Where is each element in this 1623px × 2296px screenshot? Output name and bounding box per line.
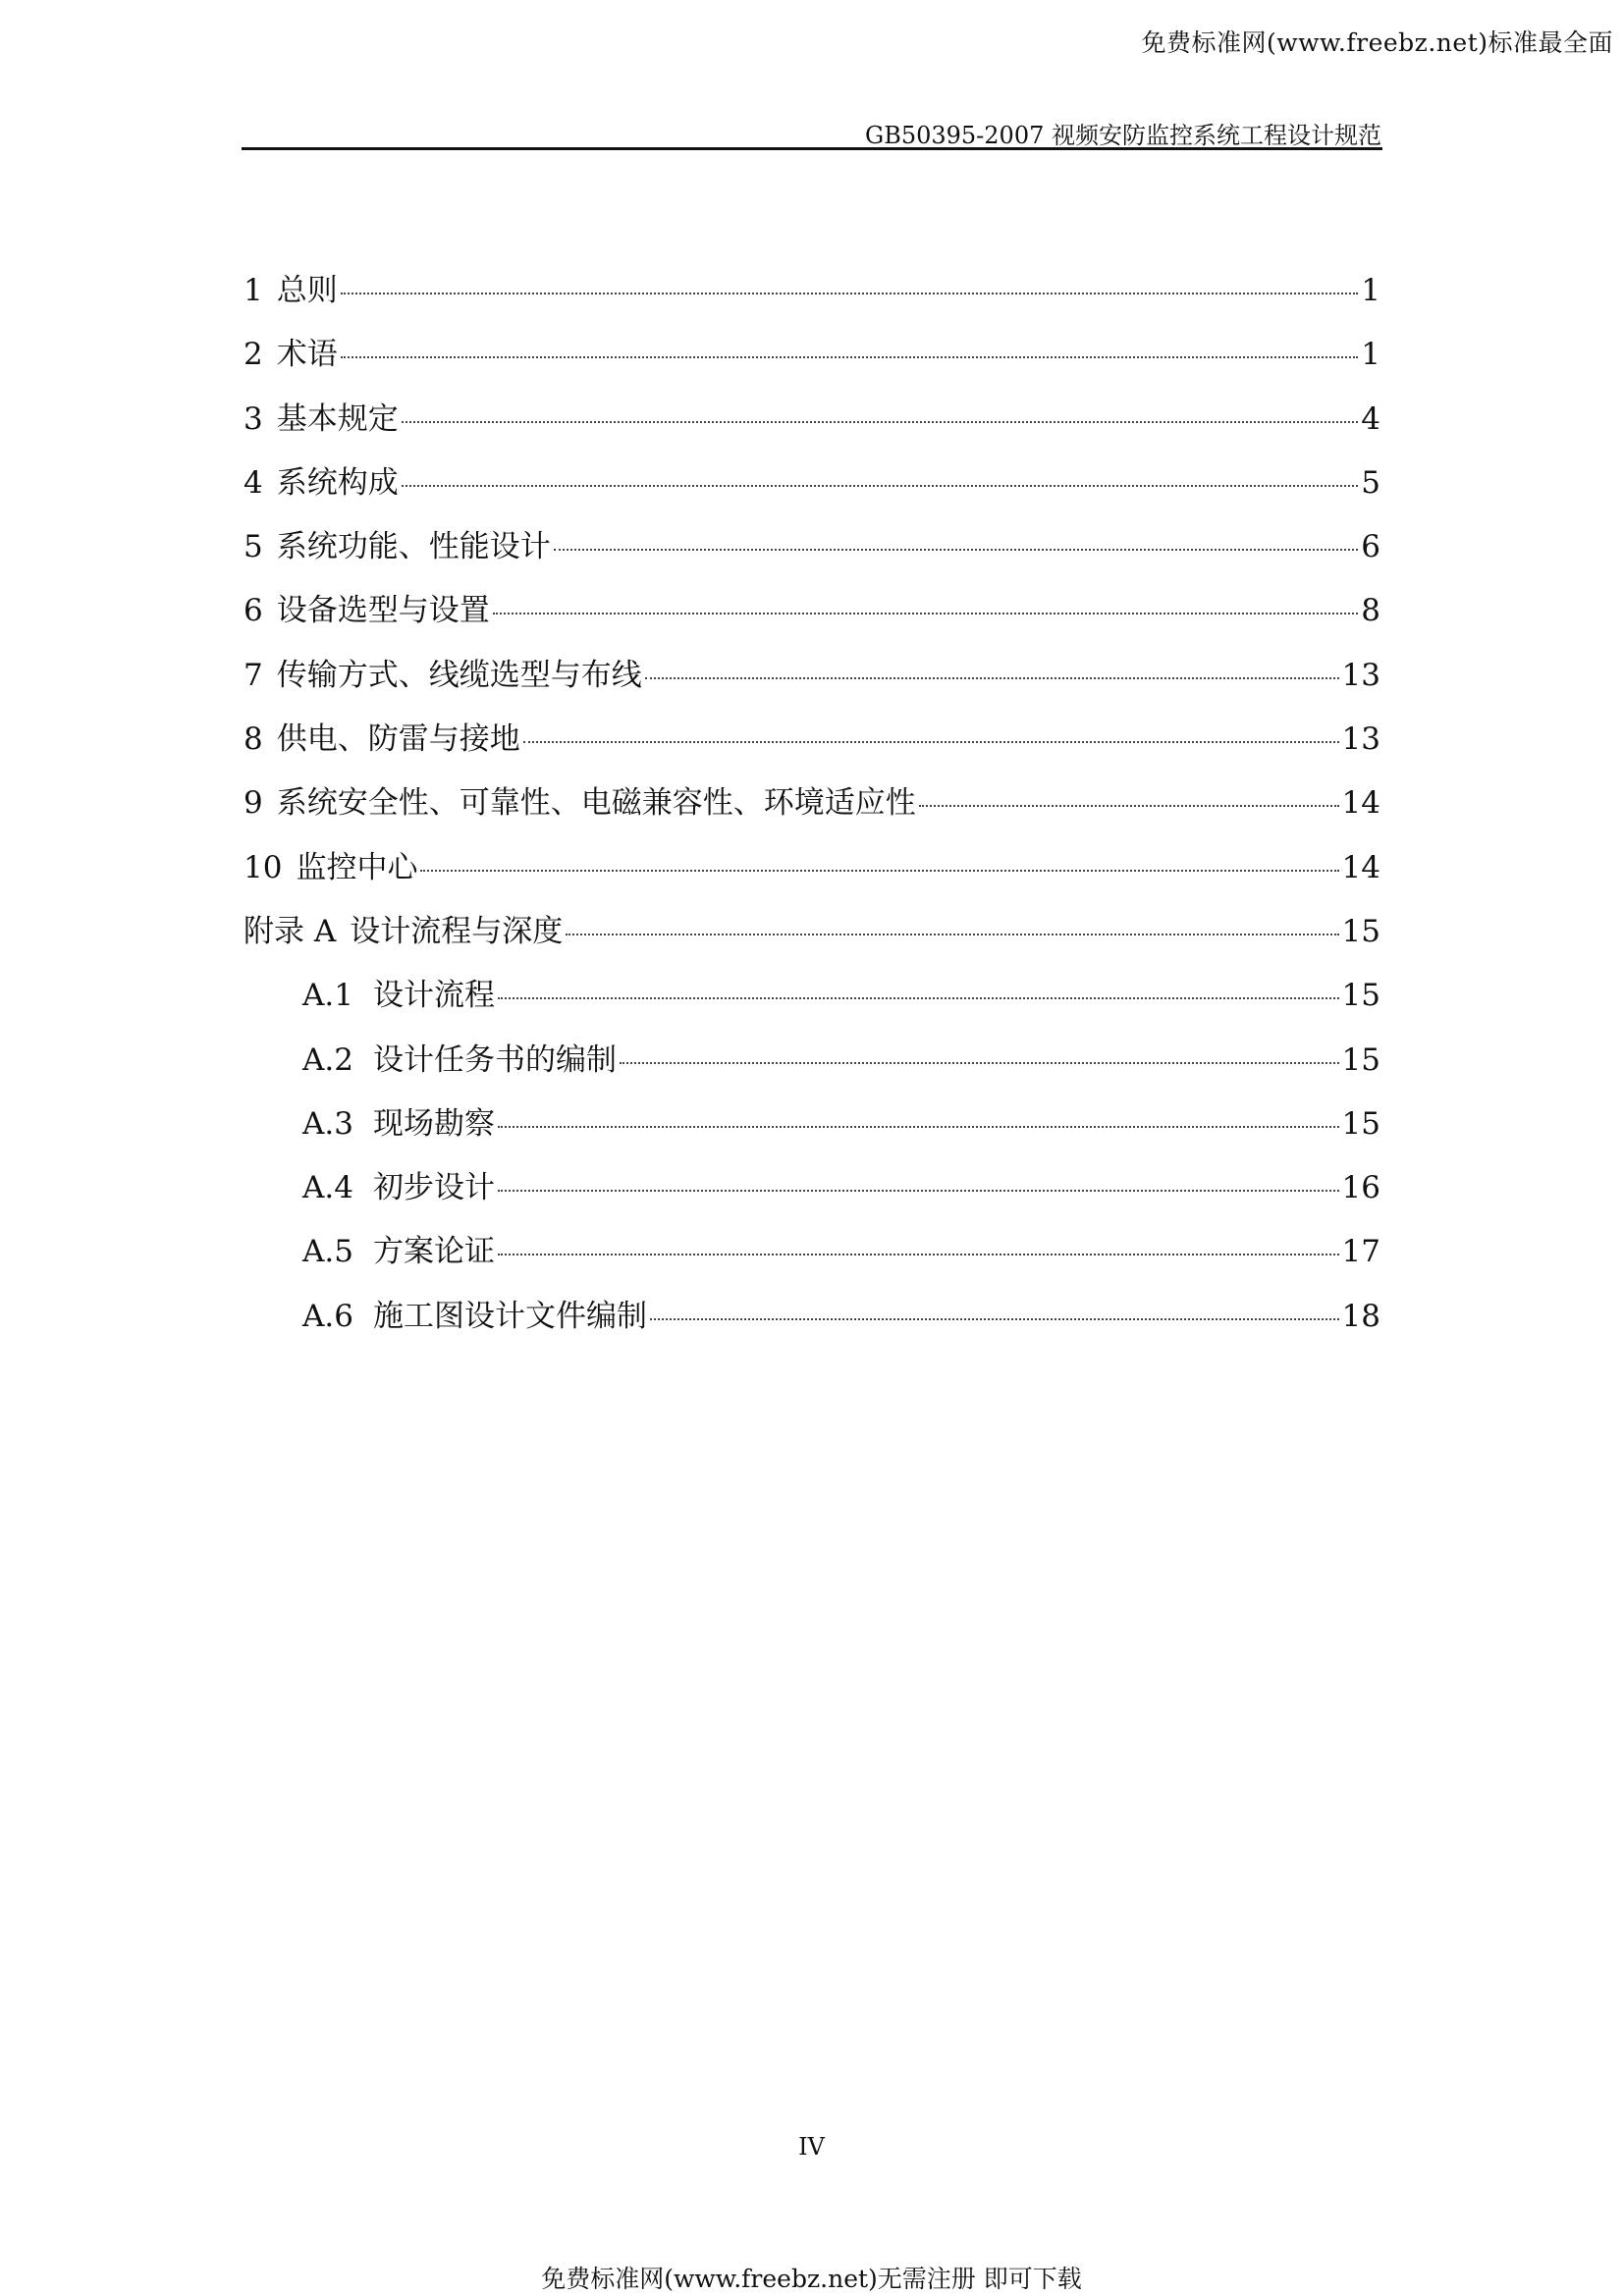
site-banner-bottom: 免费标准网(www.freebz.net)无需注册 即可下载 xyxy=(541,2265,1082,2293)
toc-entry[interactable] xyxy=(243,970,1380,1034)
toc-entry-number: 3 xyxy=(243,400,263,437)
toc-entry-title: 系统功能、性能设计 xyxy=(276,529,551,565)
toc-entry[interactable] xyxy=(243,585,1380,649)
toc-entry-title: 初步设计 xyxy=(372,1170,495,1206)
toc-entry-page: 8 xyxy=(1361,593,1380,629)
toc-entry[interactable] xyxy=(243,1226,1380,1290)
page-number: IV xyxy=(798,2133,825,2161)
toc-dot-leader xyxy=(523,741,1339,743)
toc-entry[interactable] xyxy=(243,1162,1380,1226)
toc-entry-page: 14 xyxy=(1341,785,1380,822)
toc-entry[interactable] xyxy=(243,714,1380,777)
toc-entry-title: 总则 xyxy=(276,273,338,308)
toc-dot-leader xyxy=(341,293,1359,294)
toc-entry-number: A.6 xyxy=(302,1298,353,1334)
toc-entry-title: 供电、防雷与接地 xyxy=(276,721,520,758)
toc-entry-number: 4 xyxy=(243,464,263,501)
toc-entry-number: 9 xyxy=(243,785,263,822)
toc-entry-title: 现场勘察 xyxy=(372,1105,495,1142)
toc-entry-page: 15 xyxy=(1341,978,1380,1014)
toc-dot-leader xyxy=(498,1126,1339,1128)
toc-entry-page: 13 xyxy=(1341,657,1380,693)
toc-entry-title: 系统构成 xyxy=(276,464,399,501)
toc-dot-leader xyxy=(493,613,1359,614)
table-of-contents xyxy=(243,265,1380,1355)
toc-entry-number: 7 xyxy=(243,657,263,693)
toc-entry-page: 1 xyxy=(1361,273,1380,308)
site-banner-top: 免费标准网(www.freebz.net)标准最全面 xyxy=(1141,28,1613,57)
toc-entry[interactable] xyxy=(243,1035,1380,1098)
toc-entry[interactable] xyxy=(243,1291,1380,1355)
toc-entry-number: A.2 xyxy=(302,1041,353,1078)
toc-entry-title: 基本规定 xyxy=(276,400,399,437)
toc-dot-leader xyxy=(498,997,1339,999)
toc-entry-title: 术语 xyxy=(276,337,338,373)
toc-dot-leader xyxy=(341,356,1359,358)
toc-entry-number: 8 xyxy=(243,721,263,758)
toc-entry-title: 传输方式、线缆选型与布线 xyxy=(276,657,642,693)
toc-entry[interactable] xyxy=(243,777,1380,841)
toc-entry-number: 5 xyxy=(243,529,263,565)
toc-entry-title: 设计任务书的编制 xyxy=(372,1041,617,1078)
toc-entry[interactable] xyxy=(243,1098,1380,1162)
toc-entry-title: 施工图设计文件编制 xyxy=(372,1298,647,1334)
toc-entry-number: A.3 xyxy=(302,1105,353,1142)
toc-entry-page: 14 xyxy=(1341,849,1380,885)
toc-entry-page: 17 xyxy=(1341,1234,1380,1270)
toc-entry-page: 15 xyxy=(1341,1041,1380,1078)
toc-entry-page: 15 xyxy=(1341,1105,1380,1142)
toc-entry-number: 附录 A xyxy=(243,913,337,949)
toc-entry-number: 10 xyxy=(243,849,283,885)
toc-entry[interactable] xyxy=(243,265,1380,329)
toc-entry-number: 1 xyxy=(243,273,263,308)
toc-entry[interactable] xyxy=(243,521,1380,585)
toc-dot-leader xyxy=(420,870,1338,872)
toc-dot-leader xyxy=(566,934,1338,935)
toc-entry[interactable] xyxy=(243,842,1380,906)
toc-dot-leader xyxy=(402,421,1359,423)
toc-entry[interactable] xyxy=(243,650,1380,714)
toc-dot-leader xyxy=(919,805,1339,807)
toc-entry-page: 15 xyxy=(1341,913,1380,949)
toc-entry-number: 6 xyxy=(243,593,263,629)
toc-entry-page: 18 xyxy=(1341,1298,1380,1334)
toc-dot-leader xyxy=(554,549,1359,551)
toc-dot-leader xyxy=(498,1254,1339,1255)
toc-entry-number: A.4 xyxy=(302,1170,353,1206)
header-divider xyxy=(242,147,1382,150)
toc-dot-leader xyxy=(650,1318,1339,1320)
toc-entry-title: 方案论证 xyxy=(372,1234,495,1270)
toc-entry-page: 6 xyxy=(1361,529,1380,565)
toc-dot-leader xyxy=(645,677,1339,679)
toc-entry-title: 设计流程 xyxy=(372,978,495,1014)
toc-entry-page: 1 xyxy=(1361,337,1380,373)
toc-dot-leader xyxy=(402,485,1359,487)
document-header-title: GB50395-2007 视频安防监控系统工程设计规范 xyxy=(865,122,1381,149)
toc-entry-title: 监控中心 xyxy=(296,849,418,885)
toc-entry-title: 系统安全性、可靠性、电磁兼容性、环境适应性 xyxy=(276,785,916,822)
toc-entry-page: 5 xyxy=(1361,464,1380,501)
toc-entry-number: 2 xyxy=(243,337,263,373)
toc-dot-leader xyxy=(620,1062,1339,1064)
toc-entry[interactable] xyxy=(243,457,1380,521)
toc-entry[interactable] xyxy=(243,906,1380,970)
toc-entry-number: A.5 xyxy=(302,1234,353,1270)
toc-entry-title: 设计流程与深度 xyxy=(350,913,564,949)
toc-entry[interactable] xyxy=(243,329,1380,393)
toc-entry-title: 设备选型与设置 xyxy=(276,593,490,629)
toc-entry-page: 16 xyxy=(1341,1170,1380,1206)
toc-entry-page: 4 xyxy=(1361,400,1380,437)
toc-dot-leader xyxy=(498,1190,1339,1192)
toc-entry-number: A.1 xyxy=(302,978,353,1014)
toc-entry[interactable] xyxy=(243,394,1380,457)
toc-entry-page: 13 xyxy=(1341,721,1380,758)
